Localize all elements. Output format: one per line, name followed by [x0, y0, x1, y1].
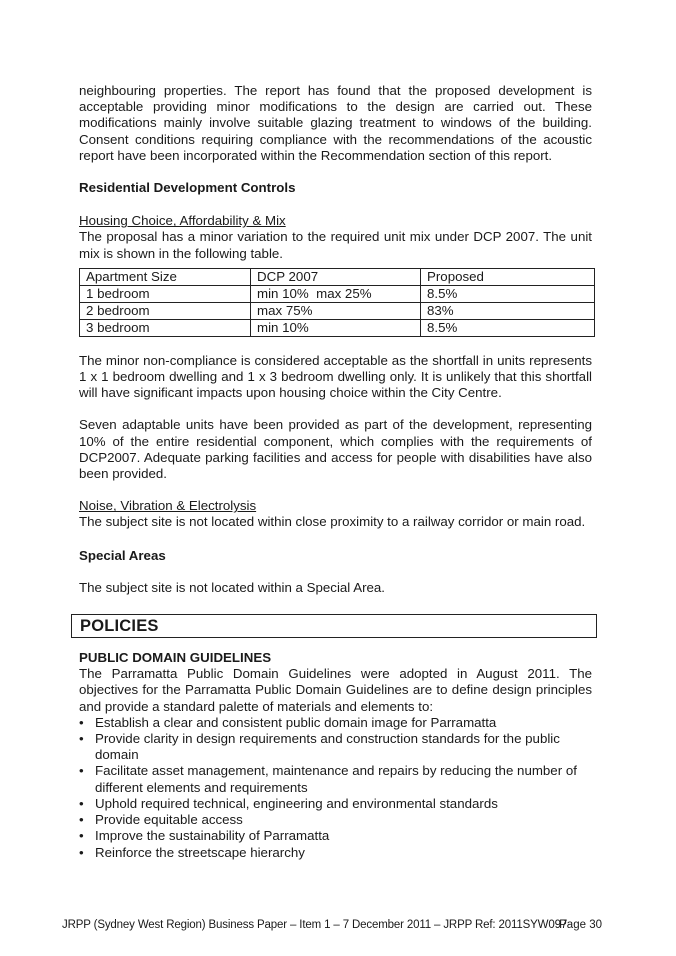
table-header-row	[80, 268, 595, 285]
table-header-cell: DCP 2007	[251, 268, 421, 285]
bullet-icon: •	[79, 828, 84, 844]
bullet-icon: •	[79, 795, 84, 811]
document-page	[79, 83, 592, 861]
special-areas-heading: Special Areas	[79, 547, 166, 563]
compliance-paragraph: The minor non-compliance is considered acceptable as the shortfall in units represents 1 x 1 bedroom dwelling and 1 x 3 bedroom dwelling only. It is unlikely that this shortfall will have significant impacts upon housing choice within the City Centre.	[79, 352, 592, 401]
table-cell: min 10%	[251, 319, 421, 336]
bullet-icon: •	[79, 714, 84, 730]
housing-paragraph: The proposal has a minor variation to the required unit mix under DCP 2007. The unit mix is shown in the following table.	[79, 229, 592, 261]
page-number: Page 30	[559, 919, 602, 931]
public-domain-heading: PUBLIC DOMAIN GUIDELINES	[79, 650, 272, 666]
special-areas-paragraph: The subject site is not located within a Special Area.	[79, 579, 385, 595]
list-item: • Improve the sustainability of Parramatta	[79, 828, 330, 844]
noise-subheading: Noise, Vibration & Electrolysis	[79, 498, 257, 514]
residential-heading: Residential Development Controls	[79, 180, 296, 196]
policies-banner	[71, 614, 597, 638]
table-cell: max 75%	[251, 302, 421, 319]
noise-paragraph: The subject site is not located within close proximity to a railway corridor or main road.	[79, 514, 586, 530]
table-cell: min 10% max 25%	[251, 285, 421, 302]
list-item: • Uphold required technical, engineering and environmental standards	[79, 795, 498, 811]
housing-subheading: Housing Choice, Affordability & Mix	[79, 213, 286, 229]
table-cell: 1 bedroom	[80, 285, 251, 302]
table-cell: 3 bedroom	[80, 319, 251, 336]
table-cell: 83%	[421, 302, 595, 319]
intro-paragraph: neighbouring properties. The report has found that the proposed development is acceptable providing minor modifications to the design are carried out. These modifications mainly involve suitable glazing treatment to windows of the building. Consent conditions requiring compliance with the recommendations of the acoustic report have been incorporated within the Recommendation section of this report.	[79, 83, 592, 163]
objectives-list	[79, 715, 592, 861]
unit-mix-table	[79, 268, 595, 337]
table-header-cell: Proposed	[421, 268, 595, 285]
bullet-icon: •	[79, 812, 84, 828]
table-cell: 2 bedroom	[80, 302, 251, 319]
policies-banner-label: POLICIES	[80, 617, 159, 636]
table-row	[80, 285, 595, 302]
list-item: • Establish a clear and consistent public domain image for Parramatta	[79, 714, 497, 730]
list-item: • Provide clarity in design requirements and construction standards for the public domain	[79, 731, 560, 763]
public-domain-paragraph: The Parramatta Public Domain Guidelines were adopted in August 2011. The objectives for the Parramatta Public Domain Guidelines are to define design principles and provide a standard palette of materials and elements to:	[79, 666, 592, 714]
list-item: • Provide equitable access	[79, 812, 243, 828]
table-row	[80, 302, 595, 319]
bullet-icon: •	[79, 844, 84, 860]
table-cell: 8.5%	[421, 319, 595, 336]
footer-reference: JRPP (Sydney West Region) Business Paper – Item 1 – 7 December 2011 – JRPP Ref: 2011SYW097	[62, 919, 568, 931]
bullet-icon: •	[79, 763, 84, 779]
table-row	[80, 319, 595, 336]
table-cell: 8.5%	[421, 285, 595, 302]
list-item: • Reinforce the streetscape hierarchy	[79, 844, 305, 860]
adaptable-units-paragraph: Seven adaptable units have been provided as part of the development, representing 10% of the entire residential component, which complies with the requirements of DCP2007. Adequate parking facilities and access for people with disabilities have also been provided.	[79, 417, 592, 482]
table-header-cell: Apartment Size	[80, 268, 251, 285]
bullet-icon: •	[79, 731, 84, 747]
list-item: • Facilitate asset management, maintenance and repairs by reducing the number of different elements and requirements	[79, 763, 577, 795]
